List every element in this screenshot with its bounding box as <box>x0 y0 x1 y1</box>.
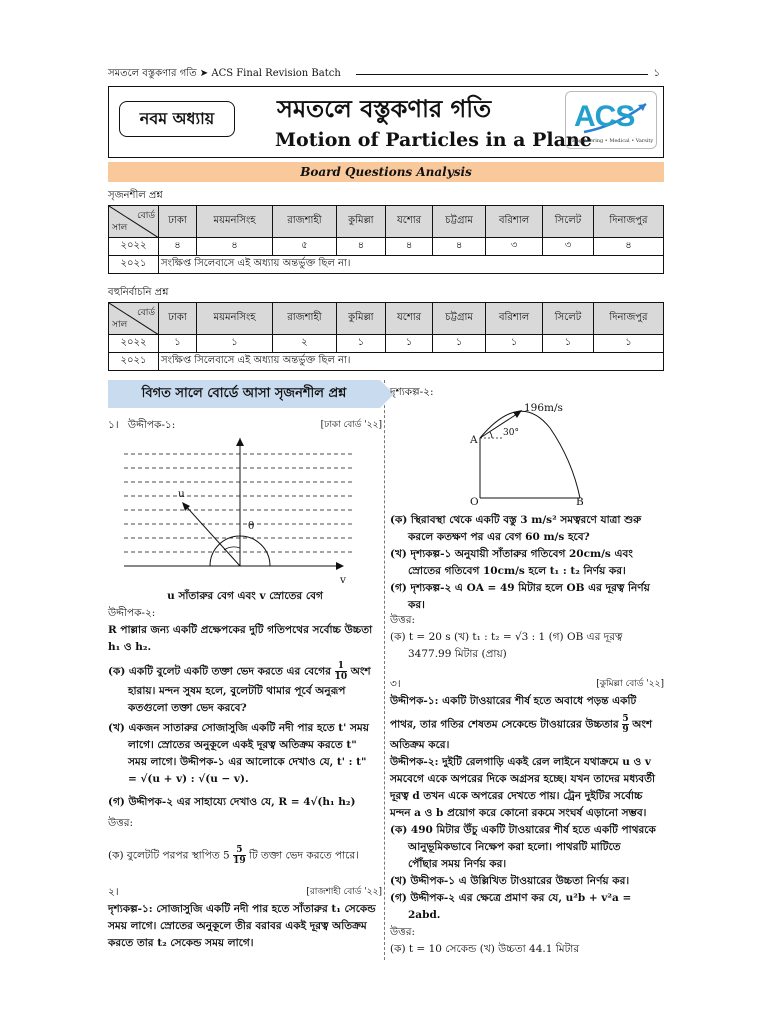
q1-stem2-line1: R পাল্লার জন্য একটি প্রক্ষেপকের দুটি গতিপথের সর্বোচ্চ উচ্চতা <box>108 624 373 636</box>
q3-ka-line3: পৌঁছার সময় নির্ণয় কর। <box>408 858 507 870</box>
board-header: কুমিল্লা <box>336 206 385 238</box>
q3-s2-line1: উদ্দীপক-২: দুইটি রেলগাড়ি একই রেল লাইনে যথাক্রমে u ও v <box>390 756 652 768</box>
board-header: রাজশাহী <box>273 206 337 238</box>
scene2-label: দৃশ্যকল্প-২: <box>390 386 434 398</box>
year-cell: ২০২২ <box>109 335 159 353</box>
river-swimmer-figure <box>116 432 360 584</box>
fig-label-theta: θ <box>248 520 255 532</box>
note-cell: সংক্ষিপ্ত সিলেবাসে এই অধ্যায় অন্তর্ভুক্ত ছিল না। <box>159 256 664 274</box>
fig-point-a: A <box>470 434 478 446</box>
running-header <box>108 66 660 82</box>
year-cell: ২০২২ <box>109 238 159 256</box>
q3-s1-line3: অতিক্রম করে। <box>390 739 450 751</box>
table-row <box>109 238 664 256</box>
year-cell: ২০২১ <box>109 256 159 274</box>
count-cell: ৩ <box>486 238 543 256</box>
table-corner: বোর্ড সাল <box>109 206 159 238</box>
fig-label-u: u <box>178 488 185 500</box>
projectile-figure <box>440 398 600 508</box>
chapter-label: নবম অধ্যায় <box>119 101 235 137</box>
board-header: যশোর <box>386 206 433 238</box>
acs-logo <box>565 91 657 149</box>
fig-angle-label: 30° <box>503 428 519 438</box>
board-header: রাজশাহী <box>273 303 337 335</box>
board-header: বরিশাল <box>486 303 543 335</box>
count-cell: ৫ <box>273 238 337 256</box>
q1-stem-label: উদ্দীপক-১: <box>127 419 176 431</box>
q3-ka-line2: আনুভূমিকভাবে নিক্ষেপ করা হলো। পাথরটি মাটিতে <box>408 841 621 853</box>
count-cell: ১ <box>433 335 486 353</box>
q2-answer-line2: 3477.99 মিটার (প্রায়) <box>408 648 507 660</box>
q2-header <box>108 884 382 901</box>
fraction: $\frac{5}{9}$ <box>622 714 629 735</box>
count-cell: ৪ <box>336 238 385 256</box>
count-cell: ৪ <box>159 238 197 256</box>
q3-kha: (খ) উদ্দীপক-১ এ উল্লিখিত টাওয়ারের উচ্চতা নির্ণয় কর। <box>390 875 630 887</box>
q2-ka-line2: করলে কতক্ষণ পর এর বেগ 60 m/s হবে? <box>408 531 590 543</box>
logo-tagline: Engineering • Medical • Varsity <box>572 138 654 144</box>
mcq-question-table <box>108 302 664 371</box>
q2-ka-line1: (ক) স্থিরাবস্থা থেকে একটি বস্তু 3 m/s² সমত্বরণে যাত্রা শুরু <box>390 514 642 526</box>
figure-caption: u সাঁতারুর বেগ এবং v স্রোতের বেগ <box>167 590 323 602</box>
count-cell: ৪ <box>196 238 272 256</box>
q1-ka-line2: হারায়। মন্দন সুষম হলে, বুলেটটি থামার পূর্বে অনুরূপ <box>128 685 346 697</box>
q1-answer: (ক) বুলেটটি পরপর স্থাপিত 5 $\frac{5}{19}$ টি তক্তা ভেদ করতে পারে। <box>108 845 359 866</box>
board-header: চট্টগ্রাম <box>433 303 486 335</box>
q3-answer-label: উত্তর: <box>390 926 416 938</box>
table-row <box>109 256 664 274</box>
q1-kha-line3: সময় লাগে। উদ্দীপক-১ এর আলোকে দেখাও যে, t' : t" <box>128 756 367 768</box>
fraction: $\frac{5}{19}$ <box>233 845 246 866</box>
q3-board-tag: [কুমিল্লা বোর্ড '২২] <box>596 679 664 689</box>
logo-text: ACS <box>574 100 635 133</box>
q1-kha-line4: = √(u + v) : √(u − v). <box>128 773 249 785</box>
year-cell: ২০২১ <box>109 353 159 371</box>
board-header: ঢাকা <box>159 206 197 238</box>
q3-header <box>390 676 664 693</box>
q1-ka-line3: কতগুলো তক্তা ভেদ করবে? <box>128 702 247 714</box>
board-header: চট্টগ্রাম <box>433 206 486 238</box>
board-header: বরিশাল <box>486 206 543 238</box>
q3-s2-line4: মন্দন a ও b প্রয়োগ করে কোনো রকমে সংঘর্ষ এড়ানো সম্ভব। <box>390 807 647 819</box>
fig-label-v: v <box>340 574 346 586</box>
q3-s2-line2: সমবেগে একে অপরের দিকে অগ্রসর হচ্ছে। যখন তাদের মধ্যবর্তী <box>390 773 656 785</box>
fig-point-o: O <box>470 496 479 508</box>
count-cell: ১ <box>486 335 543 353</box>
count-cell: ৪ <box>593 238 663 256</box>
fig-speed-label: 196m/s <box>524 402 563 414</box>
count-cell: ১ <box>159 335 197 353</box>
q3-s2-line3: দূরত্ব d তখন একে অপরের দেখতে পায়। ট্রেন দুইটির সর্বোচ্চ <box>390 790 643 802</box>
board-header: কুমিল্লা <box>336 303 385 335</box>
q1-number: ১। <box>108 419 119 431</box>
table-corner: বোর্ড সাল <box>109 303 159 335</box>
count-cell: ১ <box>593 335 663 353</box>
q1-kha-line1: (খ) একজন সাতারুর সোজাসুজি একটি নদী পার হতে t' সময় <box>108 722 369 734</box>
board-analysis-title: Board Questions Analysis <box>108 162 664 182</box>
q2-answer-label: উত্তর: <box>390 614 416 626</box>
q3-s1-line1: উদ্দীপক-১: একটি টাওয়ারের শীর্ষ হতে অবাধে পড়ন্ত একটি <box>390 695 637 707</box>
q1-board-tag: [ঢাকা বোর্ড '২২] <box>320 420 382 430</box>
page-number: ১ <box>653 68 660 79</box>
q1-stem2-line2: h₁ ও h₂. <box>108 641 152 653</box>
q2-kha-line2: স্রোতের গতিবেগ 10cm/s হলে t₁ : t₂ নির্ণয় কর। <box>408 565 626 577</box>
chapter-title-bn: সমতলে বস্তুকণার গতি <box>277 94 492 123</box>
count-cell: ১ <box>386 335 433 353</box>
board-header: ঢাকা <box>159 303 197 335</box>
board-header: দিনাজপুর <box>593 303 663 335</box>
table-row <box>109 335 664 353</box>
count-cell: ১ <box>196 335 272 353</box>
chapter-title-en: Motion of Particles in a Plane <box>275 129 592 151</box>
q2-answer-line1: (ক) t = 20 s (খ) t₁ : t₂ = √3 : 1 (গ) OB এর দূরত্ব <box>390 631 623 643</box>
q3-ga-line1: (গ) উদ্দীপক-২ এর ক্ষেত্রে প্রমাণ কর যে, u²b + v²a = <box>390 892 632 904</box>
q3-answer: (ক) t = 10 সেকেন্ড (খ) উচ্চতা 44.1 মিটার <box>390 943 580 955</box>
creative-question-table <box>108 205 664 274</box>
breadcrumb: সমতলে বস্তুকণার গতি ➤ ACS Final Revision Batch <box>108 68 341 79</box>
q3-ga-line2: 2abd. <box>408 909 441 921</box>
q2-kha-line1: (খ) দৃশ্যকল্প-১ অনুযায়ী সাঁতারুর গতিবেগ 20cm/s এবং <box>390 548 633 560</box>
table-row <box>109 353 664 371</box>
count-cell: ২ <box>273 335 337 353</box>
fig-point-b: B <box>576 496 584 508</box>
board-header: যশোর <box>386 303 433 335</box>
q3-s1-line2: পাথর, তার গতির শেষতম সেকেন্ডে টাওয়ারের উচ্চতার $\frac{5}{9}$ অংশ <box>390 714 653 735</box>
board-header: সিলেট <box>543 303 594 335</box>
board-header: ময়মনসিংহ <box>196 303 272 335</box>
chapter-banner <box>108 86 664 158</box>
creative-table-label: সৃজনশীল প্রশ্ন <box>108 190 163 201</box>
board-header: সিলেট <box>543 206 594 238</box>
q2-number: ২। <box>108 886 119 898</box>
note-cell: সংক্ষিপ্ত সিলেবাসে এই অধ্যায় অন্তর্ভুক্ত ছিল না। <box>159 353 664 371</box>
q1-ga: (গ) উদ্দীপক-২ এর সাহায্যে দেখাও যে, R = 4√(h₁ h₂) <box>108 796 356 808</box>
q2-ga-line1: (গ) দৃশ্যকল্প-২ এ OA = 49 মিটার হলে OB এর দূরত্ব নির্ণয় <box>390 582 650 594</box>
q2-ga-line2: কর। <box>408 599 425 611</box>
q2-line2: সময় লাগে। স্রোতের অনুকূলে তীর বরাবর একই দূরত্ব অতিক্রম <box>108 920 367 932</box>
q3-number: ৩। <box>390 678 401 690</box>
q2-line1: দৃশ্যকল্প-১: সোজাসুজি একটি নদী পার হতে সাঁতারুর t₁ সেকেন্ড <box>108 903 376 915</box>
board-header: ময়মনসিংহ <box>196 206 272 238</box>
fraction: $\frac{1}{10}$ <box>334 661 348 682</box>
q1-ka-line1: (ক) একটি বুলেট একটি তক্তা ভেদ করতে এর বেগের $\frac{1}{10}$ অংশ <box>108 661 371 682</box>
count-cell: ৪ <box>386 238 433 256</box>
count-cell: ১ <box>543 335 594 353</box>
header-rule <box>356 74 648 75</box>
q3-ka-line1: (ক) 490 মিটার উঁচু একটি টাওয়ারের শীর্ষ হতে একটি পাথরকে <box>390 824 656 836</box>
q2-board-tag: [রাজশাহী বোর্ড '২২] <box>306 887 382 897</box>
count-cell: ৪ <box>433 238 486 256</box>
count-cell: ১ <box>336 335 385 353</box>
mcq-table-label: বহুনির্বাচনি প্রশ্ন <box>108 287 169 298</box>
section-title: বিগত সালে বোর্ডে আসা সৃজনশীল প্রশ্ন <box>108 380 380 408</box>
q1-answer-label: উত্তর: <box>108 817 134 829</box>
q2-line3: করতে তার t₂ সেকেন্ড সময় লাগে। <box>108 937 254 949</box>
board-header: দিনাজপুর <box>593 206 663 238</box>
count-cell: ৩ <box>543 238 594 256</box>
q1-kha-line2: লাগে। স্রোতের অনুকূলে একই দূরত্ব অতিক্রম করতে t" <box>128 739 357 751</box>
q1-stem2-label: উদ্দীপক-২: <box>108 607 156 619</box>
